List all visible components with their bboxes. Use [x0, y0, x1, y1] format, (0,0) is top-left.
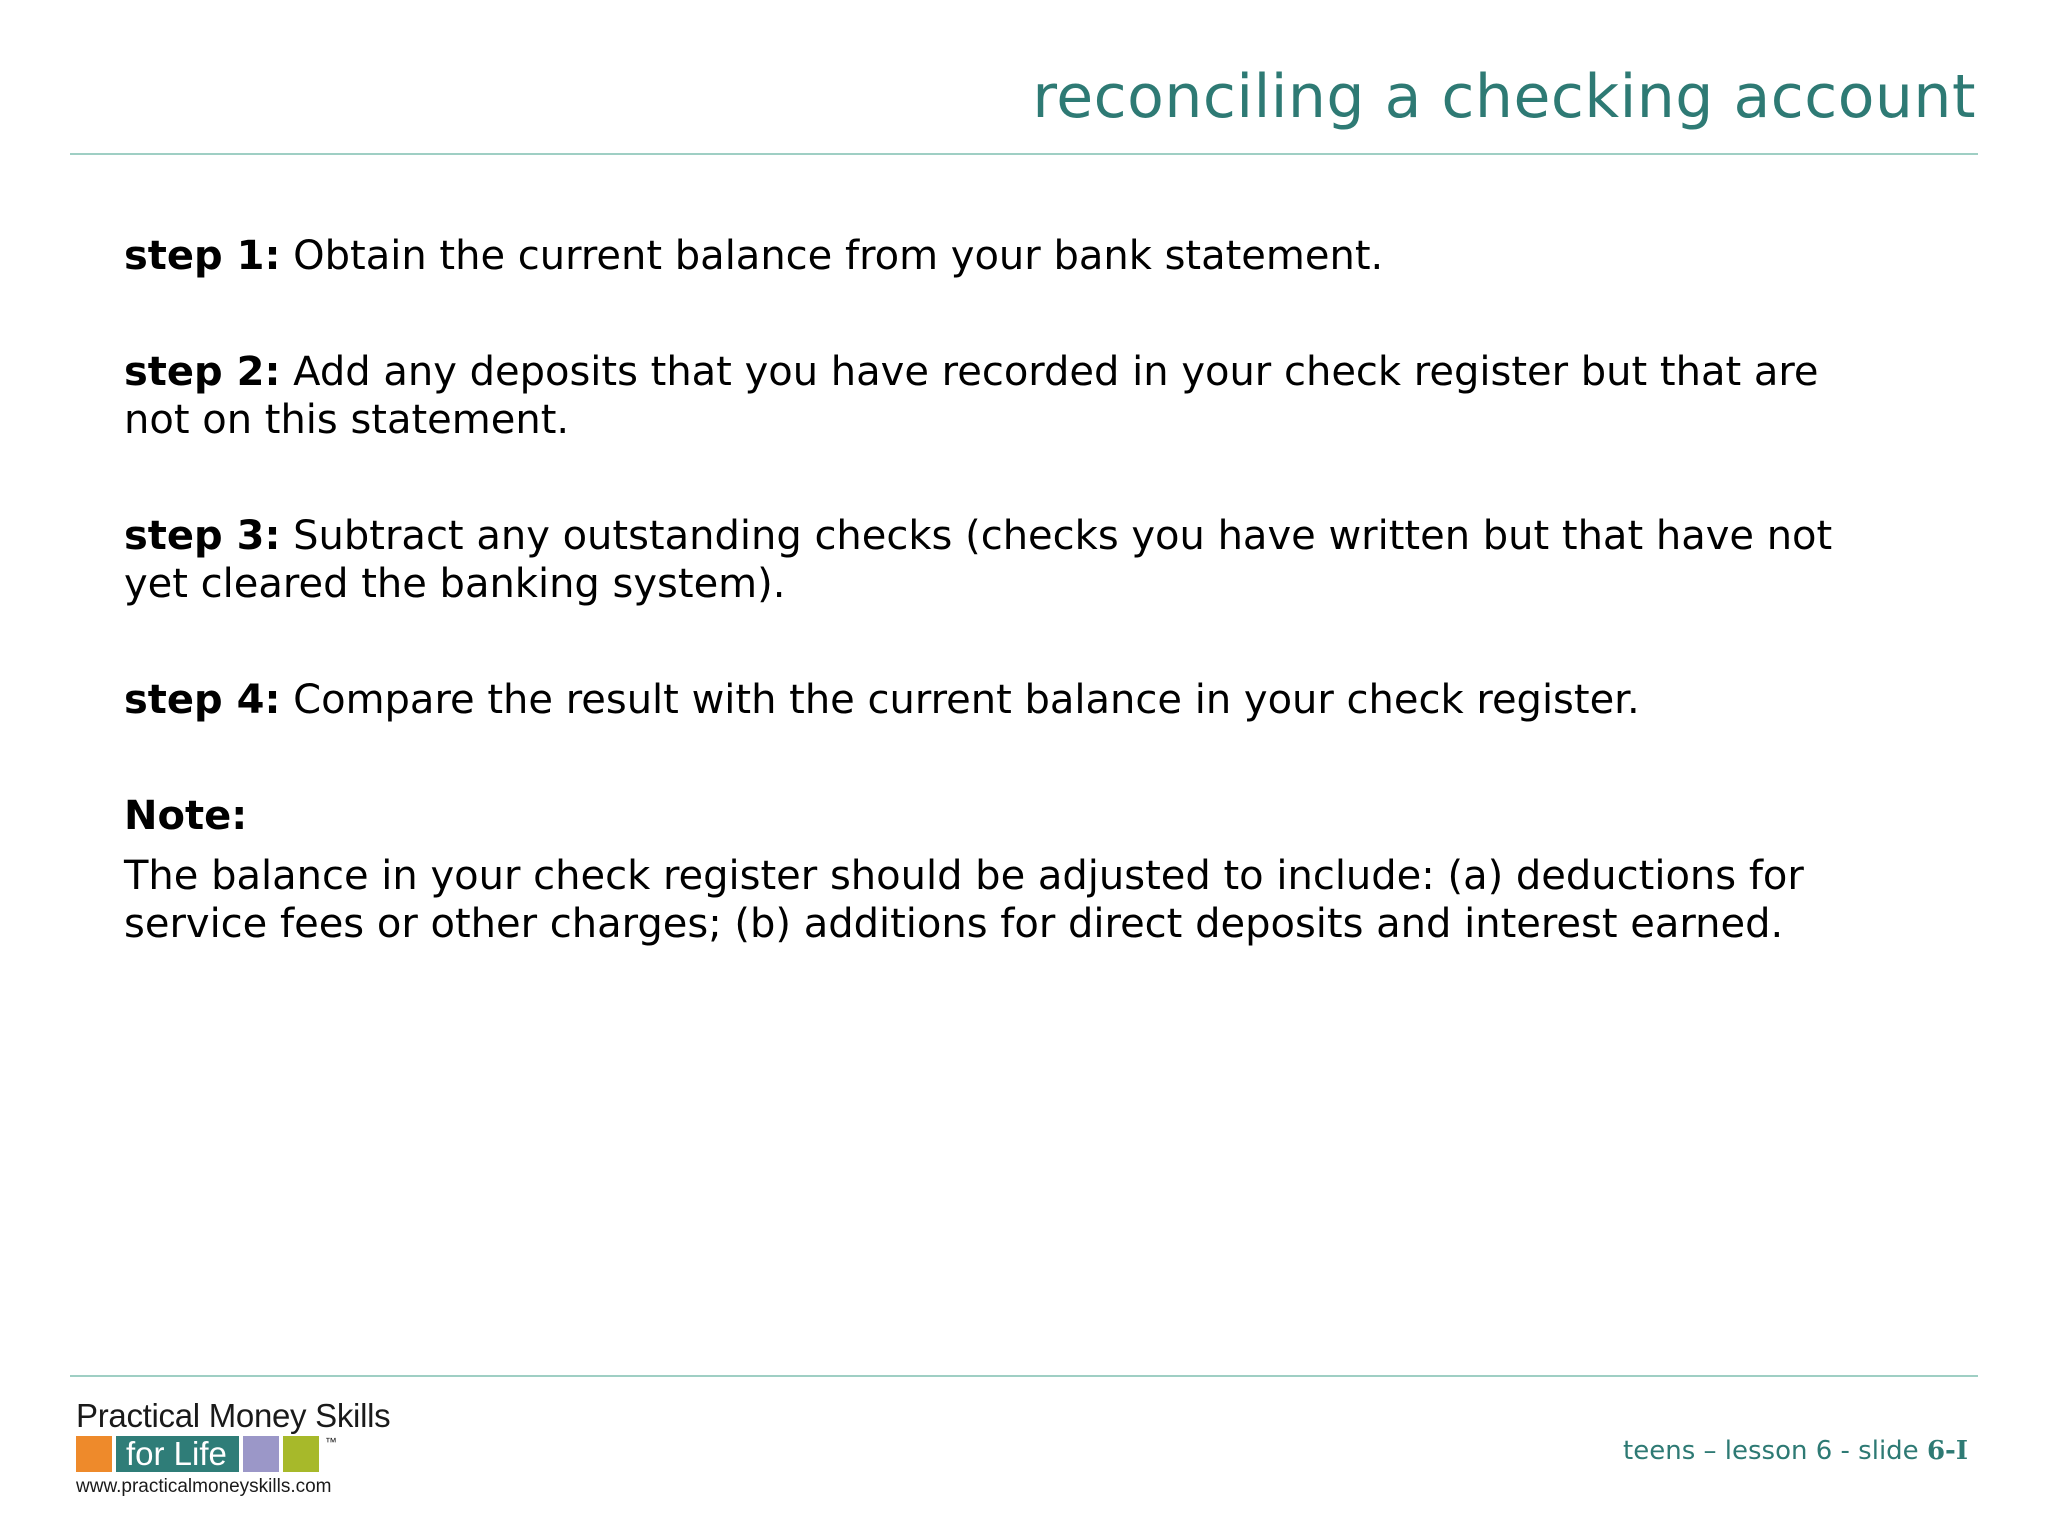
logo-green-square [283, 1436, 319, 1472]
step-4 [124, 676, 1884, 724]
step-2-text: Add any deposits that you have recorded in your check register but that are not on this statement. [124, 349, 1819, 443]
slide-number: 6-I [1926, 1436, 1968, 1466]
step-3-label: step 3: [124, 513, 281, 559]
step-1-label: step 1: [124, 233, 281, 279]
footer-divider [70, 1375, 1978, 1377]
header-divider [70, 153, 1978, 155]
step-1-text: Obtain the current balance from your bank statement. [280, 233, 1384, 279]
step-3 [124, 512, 1884, 608]
step-4-text: Compare the result with the current balance in your check register. [280, 677, 1640, 723]
logo-name: Practical Money Skills [76, 1397, 391, 1434]
slide-title: reconciling a checking account [1032, 62, 1976, 132]
step-2-label: step 2: [124, 349, 281, 395]
logo-bar [76, 1436, 456, 1474]
slide-reference [1623, 1436, 1968, 1466]
practical-money-skills-logo [76, 1398, 456, 1498]
note-heading: Note: [124, 793, 248, 839]
step-3-text: Subtract any outstanding checks (checks you have written but that have not yet cleared the banking system). [124, 513, 1833, 607]
step-4-label: step 4: [124, 677, 281, 723]
logo-trademark: ™ [324, 1435, 337, 1449]
logo-purple-square [243, 1436, 279, 1472]
step-1 [124, 232, 1884, 280]
step-2 [124, 348, 1884, 444]
slide-content [124, 232, 1884, 948]
note-body: The balance in your check register should be adjusted to include: (a) deductions for service fees or other charges; (b) additions for direct deposits and interest earned. [124, 853, 1804, 947]
slide-reference-text: teens – lesson 6 - slide [1623, 1436, 1927, 1466]
logo-url: www.practicalmoneyskills.com [76, 1476, 332, 1497]
logo-orange-square [76, 1436, 112, 1472]
logo-tagline: for Life [116, 1436, 239, 1472]
